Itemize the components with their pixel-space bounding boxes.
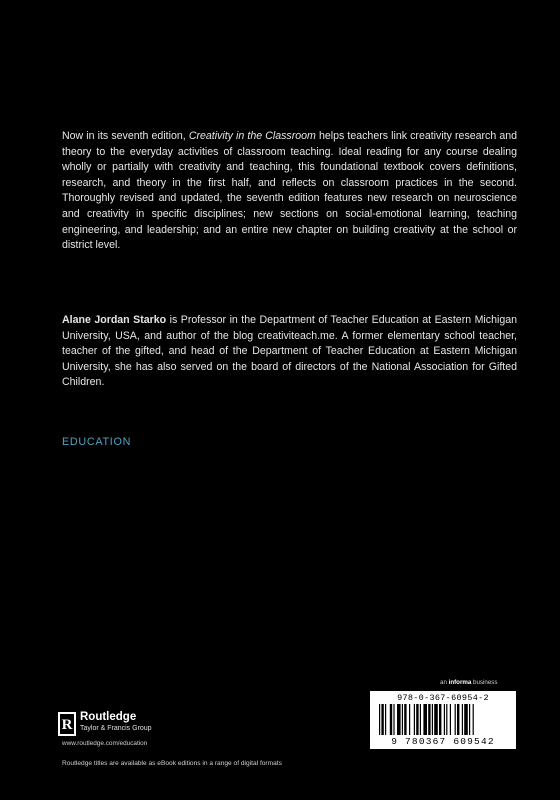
publisher-name: Routledge [80,711,137,723]
book-description [62,129,517,254]
informa-suffix: business [471,679,498,686]
publisher-url[interactable]: www.routledge.com/education [62,740,148,747]
author-name: Alane Jordan Starko [62,314,167,326]
author-bio [62,313,517,391]
informa-tagline [440,679,497,686]
book-title: Creativity in the Classroom [188,130,316,142]
ebook-note: Routledge titles are available as eBook editions in a range of digital formats [62,760,282,767]
informa-brand: informa [448,679,472,686]
isbn-barcode [370,691,516,749]
publisher-block [80,711,152,733]
description-body: helps teachers link creativity research and theory to the everyday activities of classroom teaching. Ideal reading for any course dealing wholly or partially with creativity and teaching, this foundational textbook covers definitions, research, and theory in the first half, and reflects on classroom practices in the second. Thoroughly revised and updated, the seventh edition features new research on neuroscience and creativity in specific disciplines; new sections on social-emotional learning, teaching engineering, and leadership; and an entire new chapter on building creativity at the school or district level. [62,130,518,252]
routledge-logo-icon [58,712,76,736]
informa-prefix: an [440,679,449,686]
subject-category: EDUCATION [62,436,132,448]
description-intro: Now in its seventh edition, [62,130,189,142]
svg-text:R: R [61,717,73,733]
barcode-bars [378,704,508,735]
publisher-group: Taylor & Francis Group [80,725,152,732]
barcode-digits: 9 780367 609542 [391,736,495,747]
author-bio-text: is Professor in the Department of Teacher Education at Eastern Michigan University, USA, and author of the blog creativiteach.me. A former elementary school teacher, teacher of the gifted, and head of the Department of Teacher Education at Eastern Michigan University, she has also served on the board of directors of the National Association for Gifted Children. [62,314,517,389]
isbn-number: 978-0-367-60954-2 [397,693,489,703]
